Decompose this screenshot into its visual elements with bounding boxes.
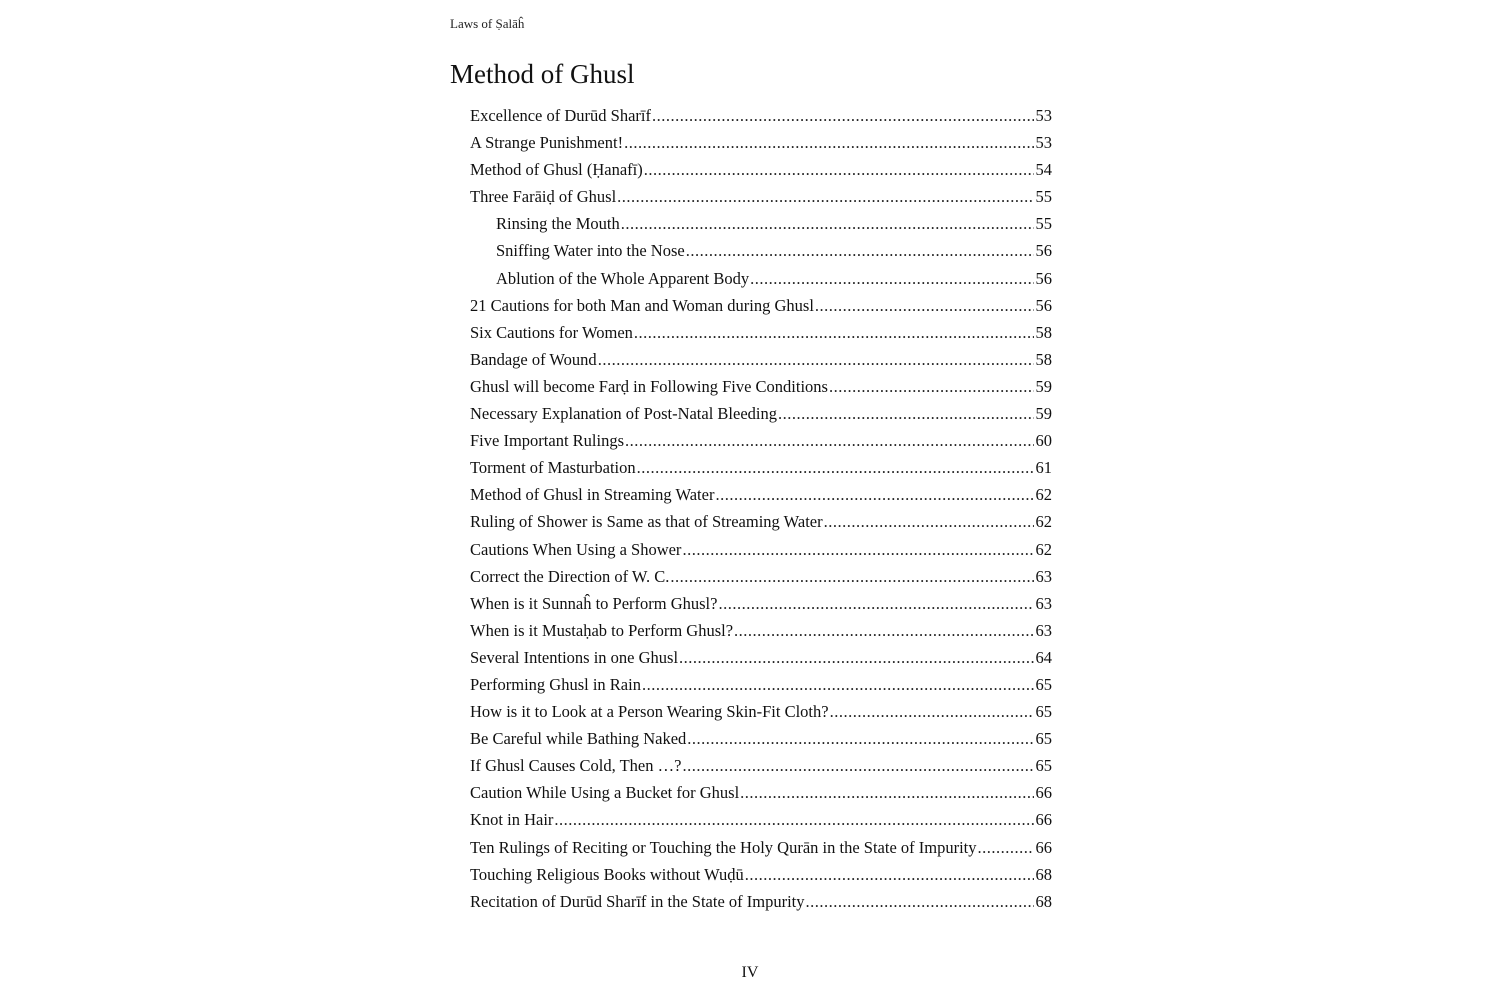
toc-entry-title: Be Careful while Bathing Naked — [470, 729, 687, 749]
toc-entry — [470, 861, 1052, 888]
toc-entry — [470, 210, 1052, 237]
toc-entry-page: 58 — [1035, 322, 1052, 342]
chapter-title: Method of Ghusl — [450, 59, 635, 89]
toc-entry-page: 68 — [1035, 891, 1052, 911]
toc-entry-title: Recitation of Durūd Sharīf in the State of Impurity — [470, 891, 805, 911]
toc-dot-leader — [815, 292, 1034, 319]
toc-dot-leader — [745, 861, 1034, 888]
toc-entry-title: 21 Cautions for both Man and Woman during Ghusl — [470, 295, 814, 315]
toc-entry-title: Three Farāiḍ of Ghusl — [470, 187, 617, 207]
toc-entry-page: 53 — [1035, 133, 1052, 153]
toc-dot-leader — [621, 210, 1034, 237]
toc-entry-title: Bandage of Wound — [470, 349, 597, 369]
toc-dot-leader — [686, 237, 1034, 264]
toc-dot-leader — [778, 400, 1034, 427]
toc-entry — [470, 319, 1052, 346]
toc-entry — [470, 779, 1052, 806]
toc-entry-title: When is it Sunnaĥ to Perform Ghusl? — [470, 593, 718, 613]
toc-entry-page: 58 — [1035, 349, 1052, 369]
toc-dot-leader — [715, 481, 1033, 508]
toc-dot-leader — [634, 319, 1034, 346]
toc-entry-title: Ten Rulings of Reciting or Touching the Holy Qurān in the State of Impurity — [470, 837, 977, 857]
toc-entry — [470, 834, 1052, 861]
toc-dot-leader — [682, 752, 1033, 779]
toc-entry — [470, 888, 1052, 915]
toc-entry-title: Excellence of Durūd Sharīf — [470, 106, 651, 125]
toc-entry — [470, 725, 1052, 752]
toc-entry — [470, 156, 1052, 183]
toc-entry-title: Touching Religious Books without Wuḍū — [470, 864, 744, 884]
toc-entry — [470, 346, 1052, 373]
toc-entry-title: When is it Mustaḥab to Perform Ghusl? — [470, 620, 734, 640]
toc-entry-page: 56 — [1035, 268, 1052, 288]
toc-entry-page: 54 — [1035, 160, 1052, 180]
toc-dot-leader — [625, 427, 1034, 454]
toc-entry — [470, 536, 1052, 563]
running-head: Laws of Ṣalāĥ — [450, 16, 525, 31]
toc-dot-leader — [642, 671, 1034, 698]
toc-entry-title: Sniffing Water into the Nose — [496, 241, 685, 261]
toc-entry — [470, 373, 1052, 400]
toc-entry-page: 56 — [1035, 295, 1052, 315]
page-number: IV — [741, 964, 759, 981]
toc-entry-title: Six Cautions for Women — [470, 322, 633, 342]
toc-entry-title: Ghusl will become Farḍ in Following Five Conditions — [470, 376, 828, 396]
toc-dot-leader — [740, 779, 1033, 806]
toc-entry — [470, 617, 1052, 644]
toc-entry-page: 63 — [1035, 620, 1052, 640]
toc-entry-page: 55 — [1035, 187, 1052, 207]
toc-entry-page: 65 — [1035, 756, 1052, 776]
toc-dot-leader — [679, 644, 1033, 671]
toc-entry — [470, 454, 1052, 481]
toc-entry-title: Method of Ghusl (Ḥanafī) — [470, 160, 643, 180]
toc-dot-leader — [824, 508, 1034, 535]
toc-entry — [470, 563, 1052, 590]
toc-dot-leader — [644, 156, 1034, 183]
toc-entry-page: 65 — [1035, 729, 1052, 749]
toc-entry — [470, 698, 1052, 725]
toc-entry — [470, 590, 1052, 617]
toc-dot-leader — [687, 725, 1033, 752]
toc-dot-leader — [554, 806, 1033, 833]
toc-entry — [470, 806, 1052, 833]
toc-entry — [470, 292, 1052, 319]
toc-entry-page: 68 — [1035, 864, 1052, 884]
toc-entry — [470, 237, 1052, 264]
toc-entry-title: If Ghusl Causes Cold, Then …? — [470, 756, 682, 776]
toc-entry — [470, 129, 1052, 156]
toc-entry-title: Rinsing the Mouth — [496, 214, 620, 234]
toc-dot-leader — [624, 129, 1033, 156]
toc-dot-leader — [806, 888, 1034, 915]
toc-dot-leader — [750, 265, 1033, 292]
toc-dot-leader — [637, 454, 1034, 481]
toc-entry — [470, 481, 1052, 508]
toc-entry — [470, 183, 1052, 210]
toc-entry-page: 66 — [1035, 810, 1052, 830]
toc-entry — [470, 508, 1052, 535]
toc-entry-page: 56 — [1035, 241, 1052, 261]
toc-dot-leader — [734, 617, 1033, 644]
toc-entry-page: 53 — [1035, 106, 1052, 125]
toc-entry-title: Method of Ghusl in Streaming Water — [470, 485, 715, 505]
toc-entry-title: Performing Ghusl in Rain — [470, 674, 641, 694]
toc-entry-page: 61 — [1035, 458, 1052, 478]
toc-entry-page: 66 — [1035, 837, 1052, 857]
toc-dot-leader — [652, 102, 1034, 129]
toc-entry-page: 63 — [1035, 566, 1052, 586]
toc-entry-title: Ablution of the Whole Apparent Body — [496, 268, 750, 288]
toc-entry — [470, 752, 1052, 779]
toc-entry-page: 55 — [1035, 214, 1052, 234]
toc-entry-title: Necessary Explanation of Post-Natal Bleeding — [470, 404, 777, 424]
toc-entry-title: Correct the Direction of W. C. — [470, 566, 670, 586]
toc-dot-leader — [718, 590, 1033, 617]
toc-entry — [470, 671, 1052, 698]
toc-entry-title: Ruling of Shower is Same as that of Streaming Water — [470, 512, 823, 532]
toc-entry — [470, 102, 1052, 129]
toc-dot-leader — [829, 373, 1034, 400]
toc-dot-leader — [978, 834, 1034, 861]
toc-entry-page: 59 — [1035, 376, 1052, 396]
table-of-contents — [470, 102, 1052, 915]
toc-entry-page: 62 — [1035, 512, 1052, 532]
toc-entry-title: Knot in Hair — [470, 810, 554, 830]
toc-entry-title: How is it to Look at a Person Wearing Skin-Fit Cloth? — [470, 702, 829, 722]
toc-entry — [470, 427, 1052, 454]
toc-entry-page: 59 — [1035, 404, 1052, 424]
toc-entry-page: 63 — [1035, 593, 1052, 613]
toc-entry-title: Five Important Rulings — [470, 431, 624, 451]
toc-dot-leader — [670, 563, 1033, 590]
toc-dot-leader — [682, 536, 1033, 563]
toc-entry-page: 62 — [1035, 539, 1052, 559]
toc-dot-leader — [598, 346, 1034, 373]
toc-entry-title: Caution While Using a Bucket for Ghusl — [470, 783, 740, 803]
toc-entry-title: Cautions When Using a Shower — [470, 539, 682, 559]
toc-entry — [470, 644, 1052, 671]
toc-entry-page: 60 — [1035, 431, 1052, 451]
toc-entry — [470, 400, 1052, 427]
toc-dot-leader — [617, 183, 1033, 210]
toc-entry — [470, 265, 1052, 292]
toc-entry-title: A Strange Punishment! — [470, 133, 624, 153]
toc-entry-page: 62 — [1035, 485, 1052, 505]
toc-entry-title: Torment of Masturbation — [470, 458, 636, 478]
toc-entry-page: 64 — [1035, 647, 1052, 667]
toc-entry-title: Several Intentions in one Ghusl — [470, 647, 679, 667]
toc-dot-leader — [830, 698, 1034, 725]
toc-entry-page: 66 — [1035, 783, 1052, 803]
toc-entry-page: 65 — [1035, 674, 1052, 694]
toc-entry-page: 65 — [1035, 702, 1052, 722]
